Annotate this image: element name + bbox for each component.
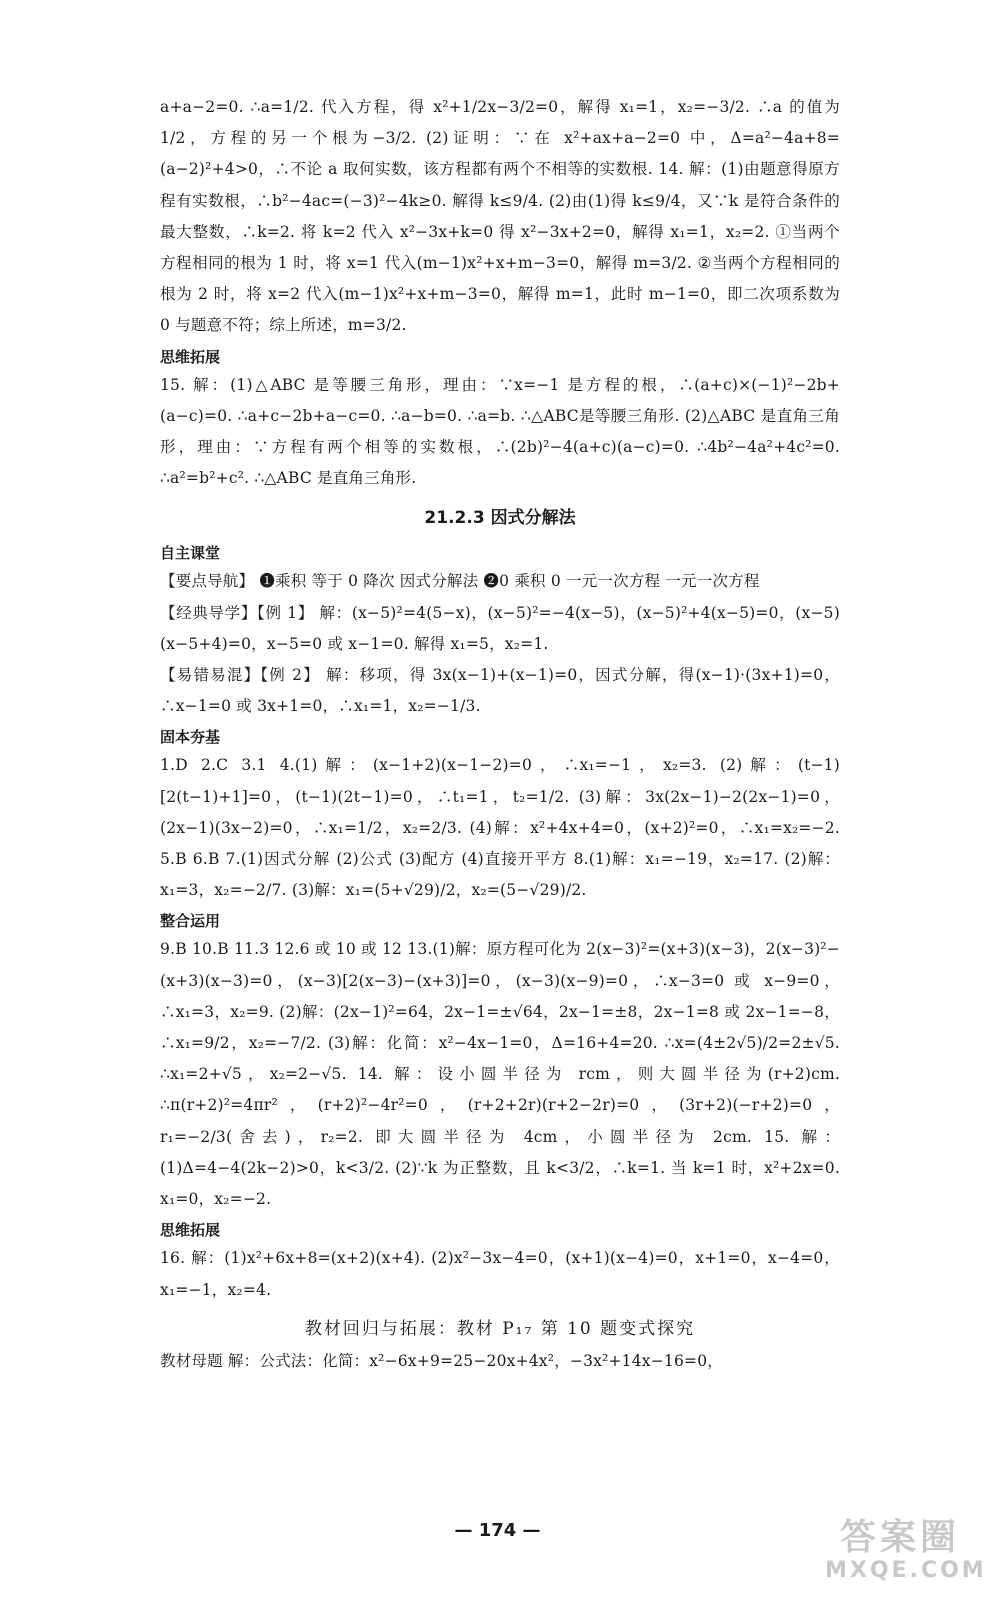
page-content [160,92,840,1377]
classic-example-paragraph: 【经典导学】【例 1】 解：(x−5)²=4(5−x)，(x−5)²=−4(x−5)，(x−5)²+4(x−5)=0，(x−5)(x−5+4)=0，x−5=0 或 x−1=0. 解得 x₁=5，x₂=1. [160,603,840,653]
watermark-logo [825,1517,987,1588]
textbook-review-title: 教材回归与拓展：教材 P₁₇ 第 10 题变式探究 [304,1318,696,1339]
heading-zhenghe-yunyong: 整合运用 [160,912,221,931]
answer-paragraph-16: 16. 解：(1)x²+6x+8=(x+2)(x+4). (2)x²−3x−4=0，(x+1)(x−4)=0，x+1=0，x−4=0，x₁=−1，x₂=4. [160,1249,840,1299]
section-title: 21.2.3 因式分解法 [424,508,576,529]
watermark-line-2: MXQE.COM [825,1558,987,1583]
heading-siwei-tuozhan: 思维拓展 [160,347,221,366]
heading-guben-hangji: 固本夯基 [160,728,221,747]
common-mistake-paragraph: 【易错易混】【例 2】 解：移项，得 3x(x−1)+(x−1)=0，因式分解，得(x−1)·(3x+1)=0，∴x−1=0 或 3x+1=0，∴x₁=1，x₂=−1/3. [160,666,840,716]
integrated-answers-paragraph: 9.B 10.B 11.3 12.6 或 10 或 12 13.(1)解：原方程可化为 2(x−3)²=(x+3)(x−3)，2(x−3)²−(x+3)(x−3)=0，(x−3)[2(x−3)−(x+3)]=0，(x−3)(x−9)=0，∴x−3=0 或 x−9=0，∴x₁=3，x₂=9. (2)解：(2x−1)²=64，2x−1=±√64，2x−1=±8，2x−1=8 或 2x−1=−8，∴x₁=9/2，x₂=−7/2. (3)解：化简：x²−4x−1=0，Δ=16+4=20. ∴x=(4±2√5)/2=2±√5. ∴x₁=2+√5，x₂=2−√5. 14. 解：设小圆半径为 rcm，则大圆半径为(r+2)cm. ∴π(r+2)²=4πr²，(r+2)²−4r²=0，(r+2+2r)(r+2−2r)=0，(3r+2)(−r+2)=0，r₁=−2/3(舍去)，r₂=2. 即大圆半径为 4cm，小圆半径为 2cm. 15. 解：(1)Δ=4−4(2k−2)>0，k<3/2. (2)∵k 为正整数，且 k<3/2，∴k=1. 当 k=1 时，x²+2x=0. x₁=0，x₂=−2. [160,940,840,1209]
watermark-line-1: 答案圈 [839,1517,960,1558]
key-points-paragraph: 【要点导航】 ❶乘积 等于 0 降次 因式分解法 ❷0 乘积 0 一元一次方程 一元一次方程 [160,572,760,591]
answer-paragraph-15: 15. 解：(1)△ABC 是等腰三角形，理由：∵x=−1 是方程的根，∴(a+c)×(−1)²−2b+(a−c)=0. ∴a+c−2b+a−c=0. ∴a−b=0. ∴a=b. ∴△ABC是等腰三角形. (2)△ABC 是直角三角形，理由：∵方程有两个相等的实数根，∴(2b)²−4(a+c)(a−c)=0. ∴4b²−4a²+4c²=0. ∴a²=b²+c². ∴△ABC 是直角三角形. [160,375,840,488]
answer-paragraph-13-14: a+a−2=0. ∴a=1/2. 代入方程，得 x²+1/2x−3/2=0，解得 x₁=1，x₂=−3/2. ∴a 的值为1/2，方程的另一个根为−3/2. (2)证明：∵在 x²+ax+a−2=0 中，Δ=a²−4a+8=(a−2)²+4>0，∴不论 a 取何实数，该方程都有两个不相等的实数根. 14. 解：(1)由题意得原方程有实数根，∴b²−4ac=(−3)²−4k≥0. 解得 k≤9/4. (2)由(1)得 k≤9/4，又∵k 是符合条件的最大整数，∴k=2. 将 k=2 代入 x²−3x+k=0 得 x²−3x+2=0，解得 x₁=1，x₂=2. ①当两个方程相同的根为 1 时，将 x=1 代入(m−1)x²+x+m−3=0，解得 m=3/2. ②当两个方程相同的根为 2 时，将 x=2 代入(m−1)x²+x+m−3=0，解得 m=1，此时 m−1=0，即二次项系数为 0 与题意不符；综上所述，m=3/2. [160,98,840,335]
heading-zizhu-ketang: 自主课堂 [160,544,221,563]
basic-answers-paragraph: 1.D 2.C 3.1 4.(1)解：(x−1+2)(x−1−2)=0，∴x₁=−1，x₂=3. (2)解：(t−1)[2(t−1)+1]=0，(t−1)(2t−1)=0，∴t₁=1，t₂=1/2. (3)解：3x(2x−1)−2(2x−1)=0，(2x−1)(3x−2)=0，∴x₁=1/2，x₂=2/3. (4)解：x²+4x+4=0，(x+2)²=0，∴x₁=x₂=−2. 5.B 6.B 7.(1)因式分解 (2)公式 (3)配方 (4)直接开平方 8.(1)解：x₁=−19，x₂=17. (2)解：x₁=3，x₂=−2/7. (3)解：x₁=(5+√29)/2，x₂=(5−√29)/2. [160,756,840,900]
page-number: — 174 — [454,1520,541,1541]
textbook-problem-paragraph: 教材母题 解：公式法：化简：x²−6x+9=25−20x+4x²，−3x²+14x−16=0， [160,1351,724,1370]
heading-siwei-tuozhan-2: 思维拓展 [160,1221,221,1240]
